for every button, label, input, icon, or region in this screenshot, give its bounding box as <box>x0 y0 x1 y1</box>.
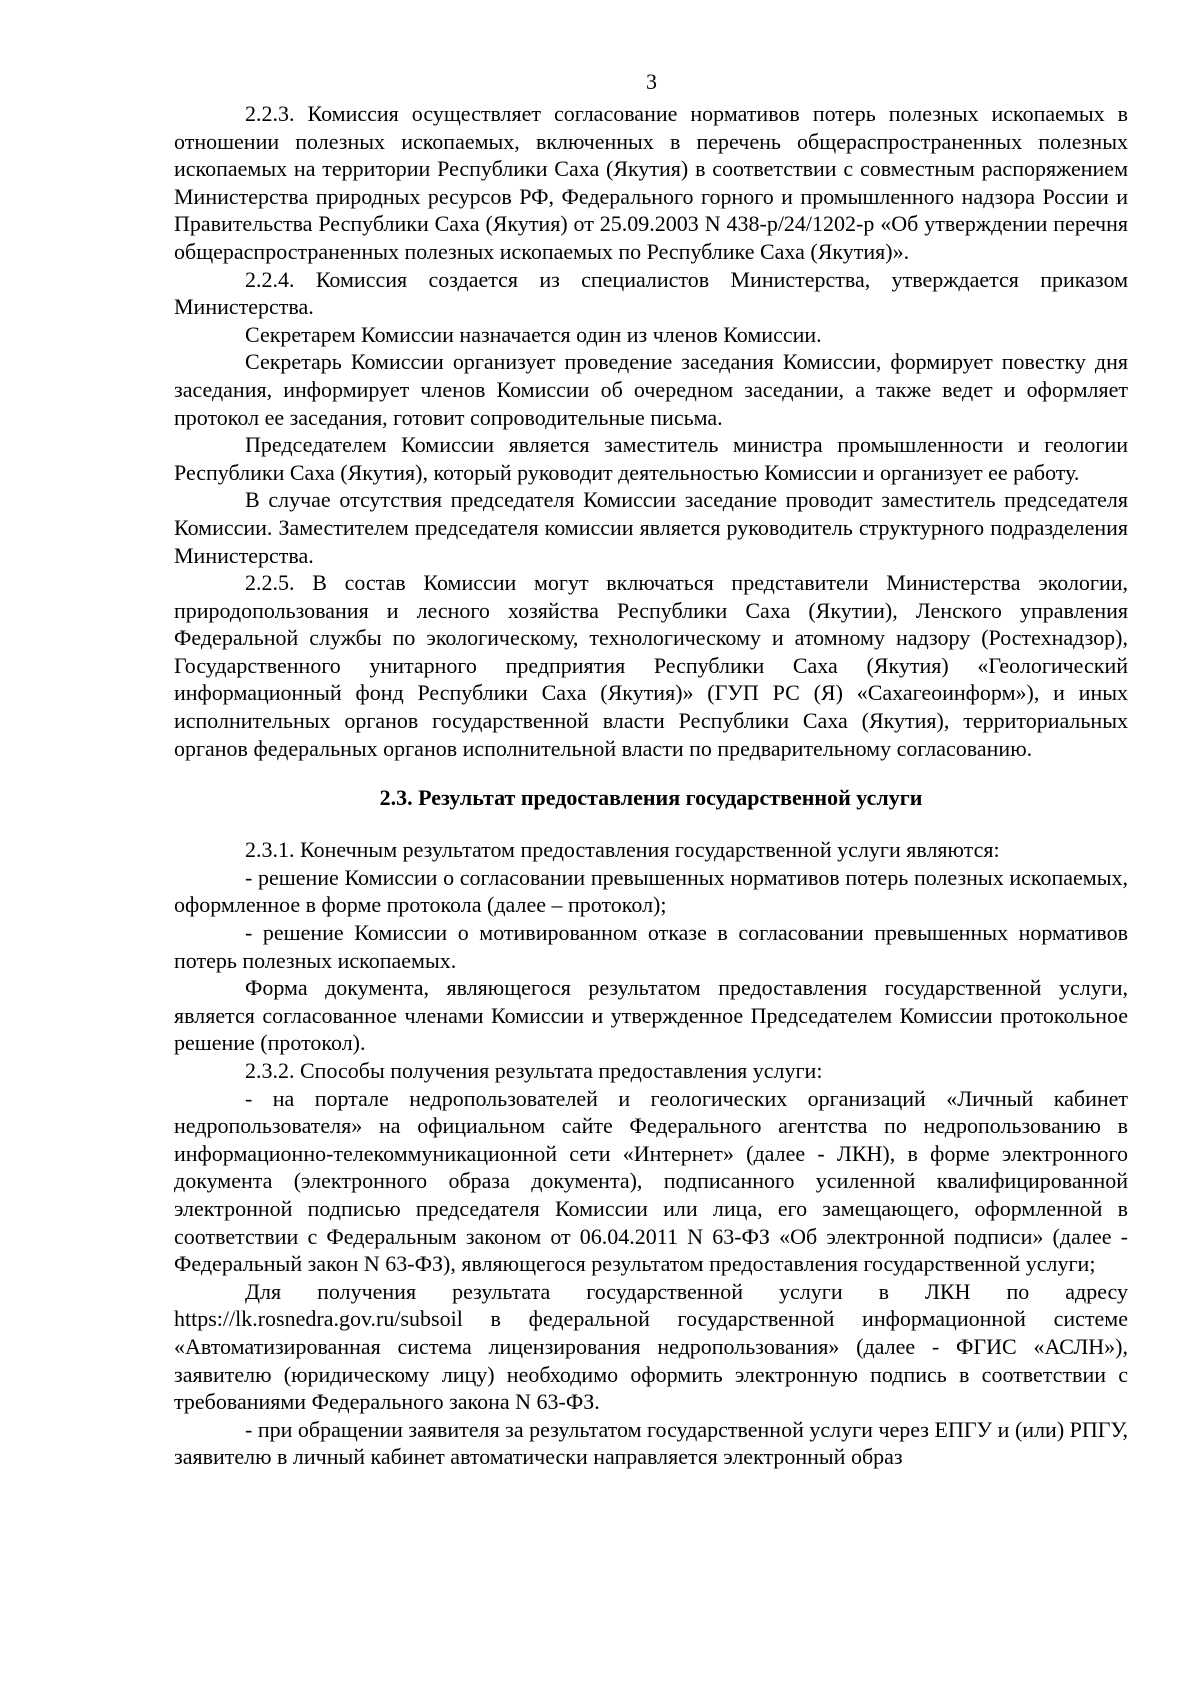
paragraph-2-2-4: 2.2.4. Комиссия создается из специалистов Министерства, утверждается приказом Министерства. <box>174 266 1128 320</box>
page-number: 3 <box>646 69 657 94</box>
paragraph-lkn-portal: - на портале недропользователей и геологических организаций «Личный кабинет недропользователя» на официальном сайте Федерального агентства по недропользованию в информационно-телекоммуникационной сети «Интернет» (далее - ЛКН), в форме электронного документа (электронного образа документа), подписанного усиленной квалифицированной электронной подписью председателя Комиссии или лица, его замещающего, оформленной в соответствии с Федеральным законом от 06.04.2011 N 63-ФЗ «Об электронной подписи» (далее - Федеральный закон N 63-ФЗ), являющегося результатом предоставления государственной услуги; <box>174 1085 1128 1277</box>
paragraph-deputy-chairman: В случае отсутствия председателя Комиссии заседание проводит заместитель председателя Комиссии. Заместителем председателя комиссии является руководитель структурного подразделения Министерства. <box>174 487 1128 568</box>
paragraph-decision-refusal: - решение Комиссии о мотивированном отказе в согласовании превышенных нормативов потерь полезных ископаемых. <box>174 920 1128 973</box>
paragraph-secretary-duties: Секретарь Комиссии организует проведение заседания Комиссии, формирует повестку дня заседания, информирует членов Комиссии об очередном заседании, а также ведет и оформляет протокол ее заседания, готовит сопроводительные письма. <box>174 349 1128 430</box>
paragraph-2-3-1: 2.3.1. Конечным результатом предоставления государственной услуги являются: <box>245 837 1000 863</box>
paragraph-2-2-5: 2.2.5. В состав Комиссии могут включаться представители Министерства экологии, природопользования и лесного хозяйства Республики Саха (Якутии), Ленского управления Федеральной службы по экологическому, технологическому и атомному надзору (Ростехнадзор), Государственного унитарного предприятия Республики Саха (Якутия) «Геологический информационный фонд Республики Саха (Якутия)» (ГУП РС (Я) «Сахагеоинформ»), и иных исполнительных органов государственной власти Республики Саха (Якутия), территориальных органов федеральных органов исполнительной власти по предварительному согласованию. <box>174 570 1128 761</box>
paragraph-chairman: Председателем Комиссии является заместитель министра промышленности и геологии Республики Саха (Якутия), который руководит деятельностью Комиссии и организует ее работу. <box>174 432 1128 485</box>
paragraph-decision-approval: - решение Комиссии о согласовании превышенных нормативов потерь полезных ископаемых, оформленное в форме протокола (далее – протокол); <box>174 864 1128 918</box>
paragraph-secretary-appointment: Секретарем Комиссии назначается один из членов Комиссии. <box>245 321 822 347</box>
paragraph-2-2-3: 2.2.3. Комиссия осуществляет согласование нормативов потерь полезных ископаемых в отношении полезных ископаемых, включенных в перечень общераспространенных полезных ископаемых на территории Республики Саха (Якутия) в соответствии с совместным распоряжением Министерства природных ресурсов РФ, Федерального горного и промышленного надзора России и Правительства Республики Саха (Якутия) от 25.09.2003 N 438-р/24/1202-р «Об утверждении перечня общераспространенных полезных ископаемых по Республике Саха (Якутия)». <box>174 101 1128 264</box>
paragraph-2-3-2: 2.3.2. Способы получения результата предоставления услуги: <box>245 1058 823 1083</box>
paragraph-epgu: - при обращении заявителя за результатом государственной услуги через ЕПГУ и (или) РПГУ, заявителю в личный кабинет автоматически направляется электронный образ <box>174 1416 1128 1470</box>
section-heading-2-3: 2.3. Результат предоставления государственной услуги <box>379 785 923 811</box>
document-body <box>174 100 1128 1471</box>
paragraph-lkn-address: Для получения результата государственной услуги в ЛКН по адресу https://lk.rosnedra.gov.ru/subsoil в федеральной государственной информационной системе «Автоматизированная система лицензирования недропользования» (далее - ФГИС «АСЛН»), заявителю (юридическому лицу) необходимо оформить электронную подпись в соответствии с требованиями Федерального закона N 63-ФЗ. <box>174 1278 1128 1415</box>
paragraph-document-form: Форма документа, являющегося результатом предоставления государственной услуги, является согласованное членами Комиссии и утвержденное Председателем Комиссии протокольное решение (протокол). <box>174 975 1128 1056</box>
